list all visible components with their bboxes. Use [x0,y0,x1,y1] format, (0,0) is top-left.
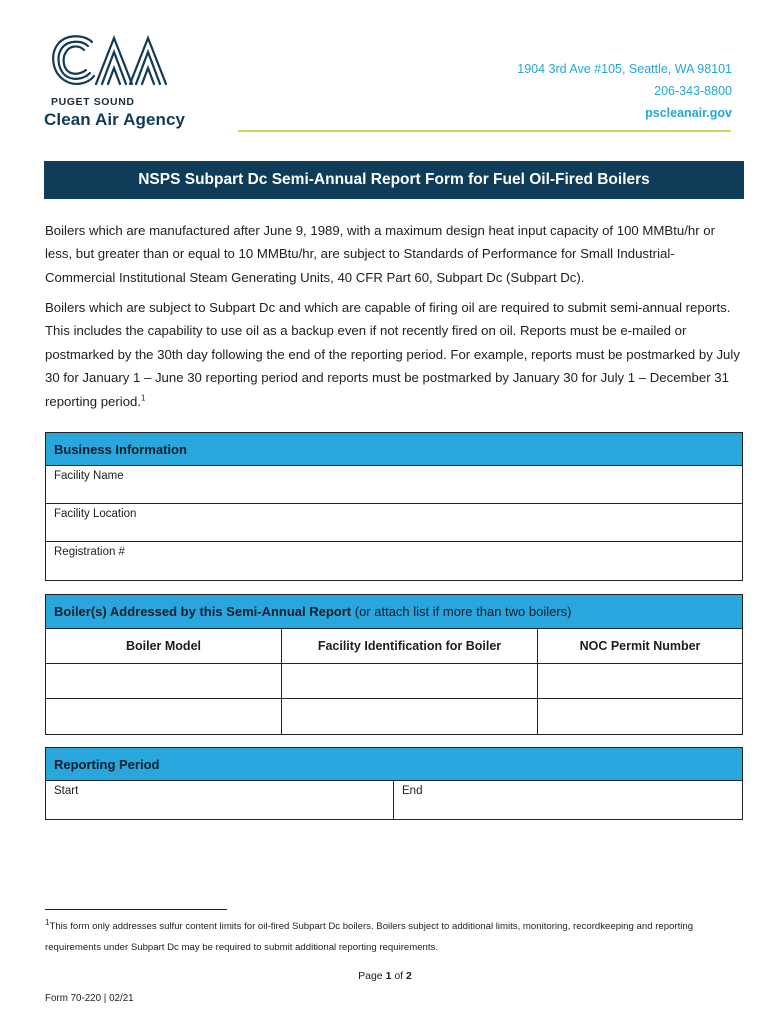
boiler-1-facility-id-cell[interactable] [282,664,538,699]
business-information-section [45,432,743,581]
reporting-period-row [46,781,742,819]
intro-paragraph-2-text: Boilers which are subject to Subpart Dc and which are capable of firing oil are required to submit semi-annual reports. This includes the capability to use oil as a backup even if not recently fired on oil. Reports must be e-mailed or postmarked by the 30th day following the end of the reporting period. For example, reports must be postmarked by July 30 for January 1 – June 30 reporting period and reports must be postmarked by January 30 for July 1 – December 31 reporting period. [45,300,740,409]
footnote-divider [45,909,227,910]
end-date-field[interactable]: End [402,785,423,797]
boiler-2-facility-id-cell[interactable] [282,699,538,734]
column-header-facility-id: Facility Identification for Boiler [282,629,538,664]
page-of: of [394,970,404,982]
column-header-noc-permit: NOC Permit Number [538,629,742,664]
phone: 206-343-8800 [654,84,732,98]
page-current: 1 [385,970,392,982]
page-number [0,970,770,982]
boiler-2-model-cell[interactable] [46,699,282,734]
footnote-text: This form only addresses sulfur content limits for oil-fired Subpart Dc boilers. Boilers subject to additional limits, monitoring, recordkeeping and reporting requirements under Subpart Dc may be required to submit additional reporting requirements. [45,921,694,953]
website-link[interactable]: pscleanair.gov [645,106,732,120]
boilers-heading-note: (or attach list if more than two boilers) [354,604,572,619]
page-total: 2 [406,970,412,982]
business-information-heading: Business Information [46,433,742,466]
reporting-period-section [45,747,743,820]
facility-name-field[interactable]: Facility Name [46,466,742,504]
form-title: NSPS Subpart Dc Semi-Annual Report Form for Fuel Oil-Fired Boilers [44,161,744,199]
header-divider [238,130,731,132]
footnote [45,916,735,958]
form-number: Form 70-220 | 02/21 [45,993,134,1004]
boilers-heading [46,595,742,629]
page-word: Page [358,970,383,982]
logo-agency-name: Clean Air Agency [44,110,186,129]
boiler-1-model-cell[interactable] [46,664,282,699]
boilers-table [46,629,742,734]
column-header-boiler-model: Boiler Model [46,629,282,664]
address: 1904 3rd Ave #105, Seattle, WA 98101 [517,62,732,76]
logo-subtitle: PUGET SOUND [51,96,135,108]
boiler-2-noc-permit-cell[interactable] [538,699,742,734]
registration-number-field[interactable]: Registration # [54,546,125,558]
contact-block [517,58,732,124]
boiler-1-noc-permit-cell[interactable] [538,664,742,699]
boilers-heading-label: Boiler(s) Addressed by this Semi-Annual Report [54,604,352,619]
footnote-ref: 1 [141,393,146,403]
intro-paragraph-1: Boilers which are manufactured after June 9, 1989, with a maximum design heat input capacity of 100 MMBtu/hr or less, but greater than or equal to 10 MMBtu/hr, are subject to Standards of Performance for Small Industrial-Commercial Institutional Steam Generating Units, 40 CFR Part 60, Subpart Dc (Subpart Dc). [45,223,715,285]
footnote-number: 1 [45,917,50,927]
start-date-field[interactable]: Start [46,781,394,819]
caa-logo-mark [44,32,174,90]
agency-logo [44,32,204,130]
intro-paragraph-2 [45,296,740,413]
reporting-period-heading: Reporting Period [46,748,742,781]
facility-location-field[interactable]: Facility Location [46,504,742,542]
boilers-section [45,594,743,735]
